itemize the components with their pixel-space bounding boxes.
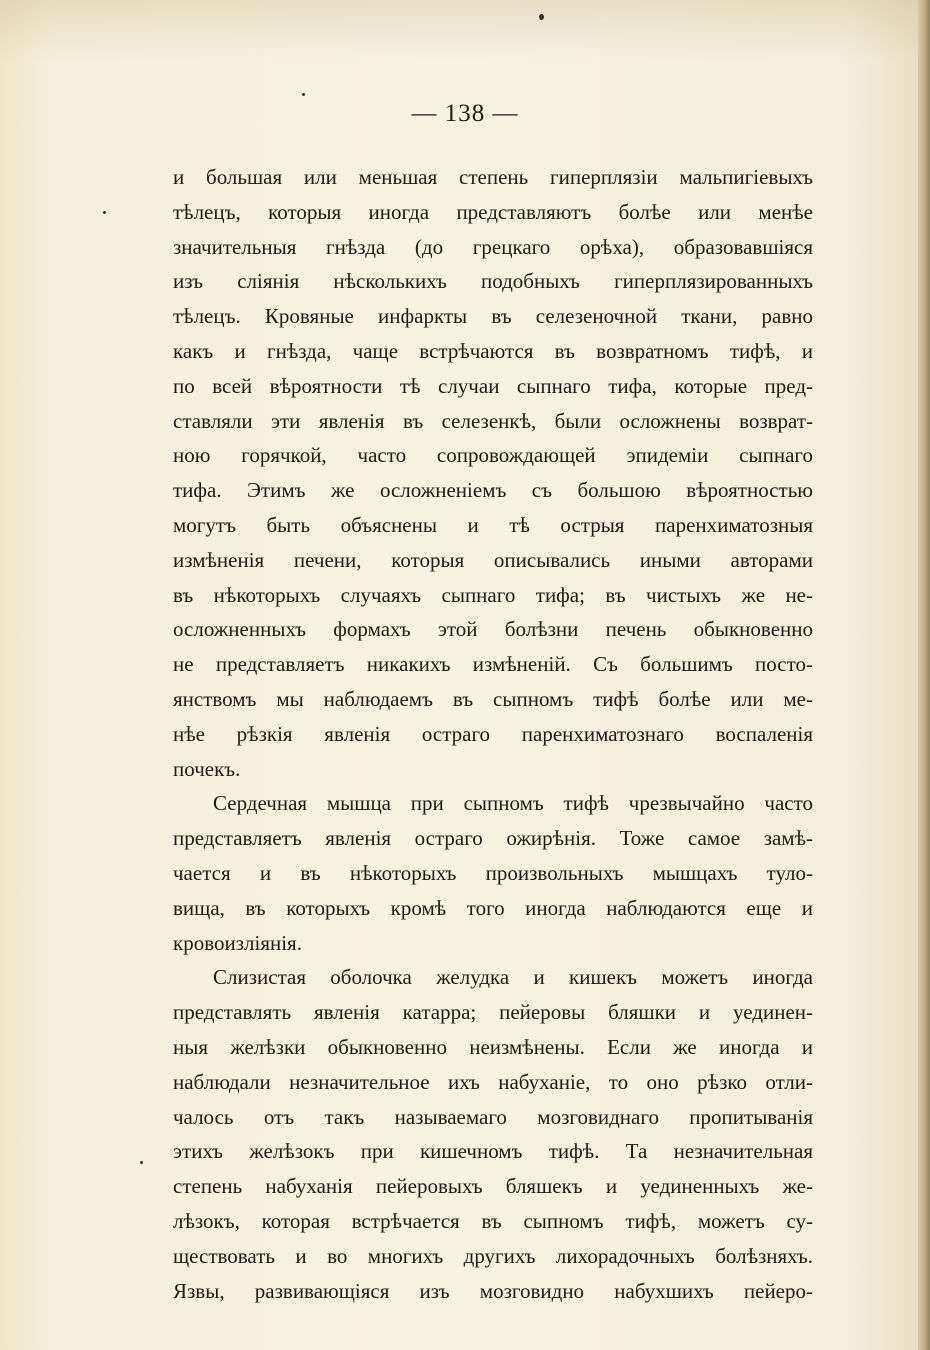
text-line: изъ сліянія нѣсколькихъ подобныхъ гиперплязированныхъ [173,269,813,294]
text-line: представляетъ явленія остраго ожирѣнія. Тоже самое замѣ- [173,826,813,851]
text-line: ною горячкой, часто сопровождающей эпидеміи сыпнаго [173,443,813,468]
text-line: чалось отъ такъ называемаго мозговиднаго пропитыванія [173,1104,813,1129]
text-line: ныя желѣзки обыкновенно неизмѣнены. Если же иногда и [173,1034,813,1059]
text-line: чается и въ нѣкоторыхъ произвольныхъ мышцахъ туло- [173,860,813,885]
text-line: тѣлецъ, которыя иногда представляютъ болѣе или менѣе [173,199,813,224]
text-line: Сердечная мышца при сыпномъ тифѣ чрезвычайно часто [213,791,813,816]
text-line: янствомъ мы наблюдаемъ въ сыпномъ тифѣ болѣе или ме- [173,686,813,711]
page-top-shadow [0,0,918,60]
text-line: нѣе рѣзкія явленія остраго паренхиматознаго воспаленія [173,721,813,746]
text-line: степень набуханія пейеровыхъ бляшекъ и уединенныхъ же- [173,1174,813,1199]
text-line: какъ и гнѣзда, чаще встрѣчаются въ возвратномъ тифѣ, и [173,338,813,363]
ink-speck [539,14,544,20]
text-line: въ нѣкоторыхъ случаяхъ сыпнаго тифа; въ чистыхъ же не- [173,582,813,607]
ink-speck [103,211,106,214]
text-line: тѣлецъ. Кровяные инфаркты въ селезеночной ткани, равно [173,304,813,329]
ink-speck [302,93,305,96]
text-line: измѣненія печени, которыя описывались иными авторами [173,547,813,572]
text-line: Язвы, развивающіяся изъ мозговидно набухшихъ пейеро- [173,1278,813,1303]
ink-speck [140,1161,143,1164]
text-line: и большая или меньшая степень гиперплязіи мальпигіевыхъ [173,165,813,189]
text-line: Слизистая оболочка желудка и кишекъ можетъ иногда [213,965,813,990]
text-line: представлять явленія катарра; пейеровы бляшки и уединен- [173,1000,813,1025]
text-line: по всей вѣроятности тѣ случаи сыпнаго тифа, которые пред- [173,373,813,398]
page-number: — 138 — [411,100,519,127]
text-line: ставляли эти явленія въ селезенкѣ, были осложнены возврат- [173,408,813,433]
text-line: кровоизліянія. [173,930,302,955]
text-line: значительныя гнѣзда (до грецкаго орѣха), образовавшіяся [173,234,813,259]
text-line: ществовать и во многихъ другихъ лихорадочныхъ болѣзняхъ. [173,1243,813,1268]
text-line: этихъ желѣзокъ при кишечномъ тифѣ. Та незначительная [173,1139,813,1164]
page-edge [918,0,930,1350]
text-line: лѣзокъ, которая встрѣчается въ сыпномъ тифѣ, можетъ су- [173,1208,813,1233]
text-line: почекъ. [173,756,241,781]
text-line: осложненныхъ формахъ этой болѣзни печень обыкновенно [173,617,813,642]
text-line: тифа. Этимъ же осложненіемъ съ большою вѣроятностью [173,478,813,503]
text-line: не представляетъ никакихъ измѣненій. Съ большимъ посто- [173,652,813,677]
text-line: наблюдали незначительное ихъ набуханіе, то оно рѣзко отли- [173,1069,813,1094]
text-line: вища, въ которыхъ кромѣ того иногда наблюдаются еще и [173,895,813,920]
text-line: могутъ быть объяснены и тѣ острыя паренхиматозныя [173,512,813,537]
body-text [173,160,813,1308]
